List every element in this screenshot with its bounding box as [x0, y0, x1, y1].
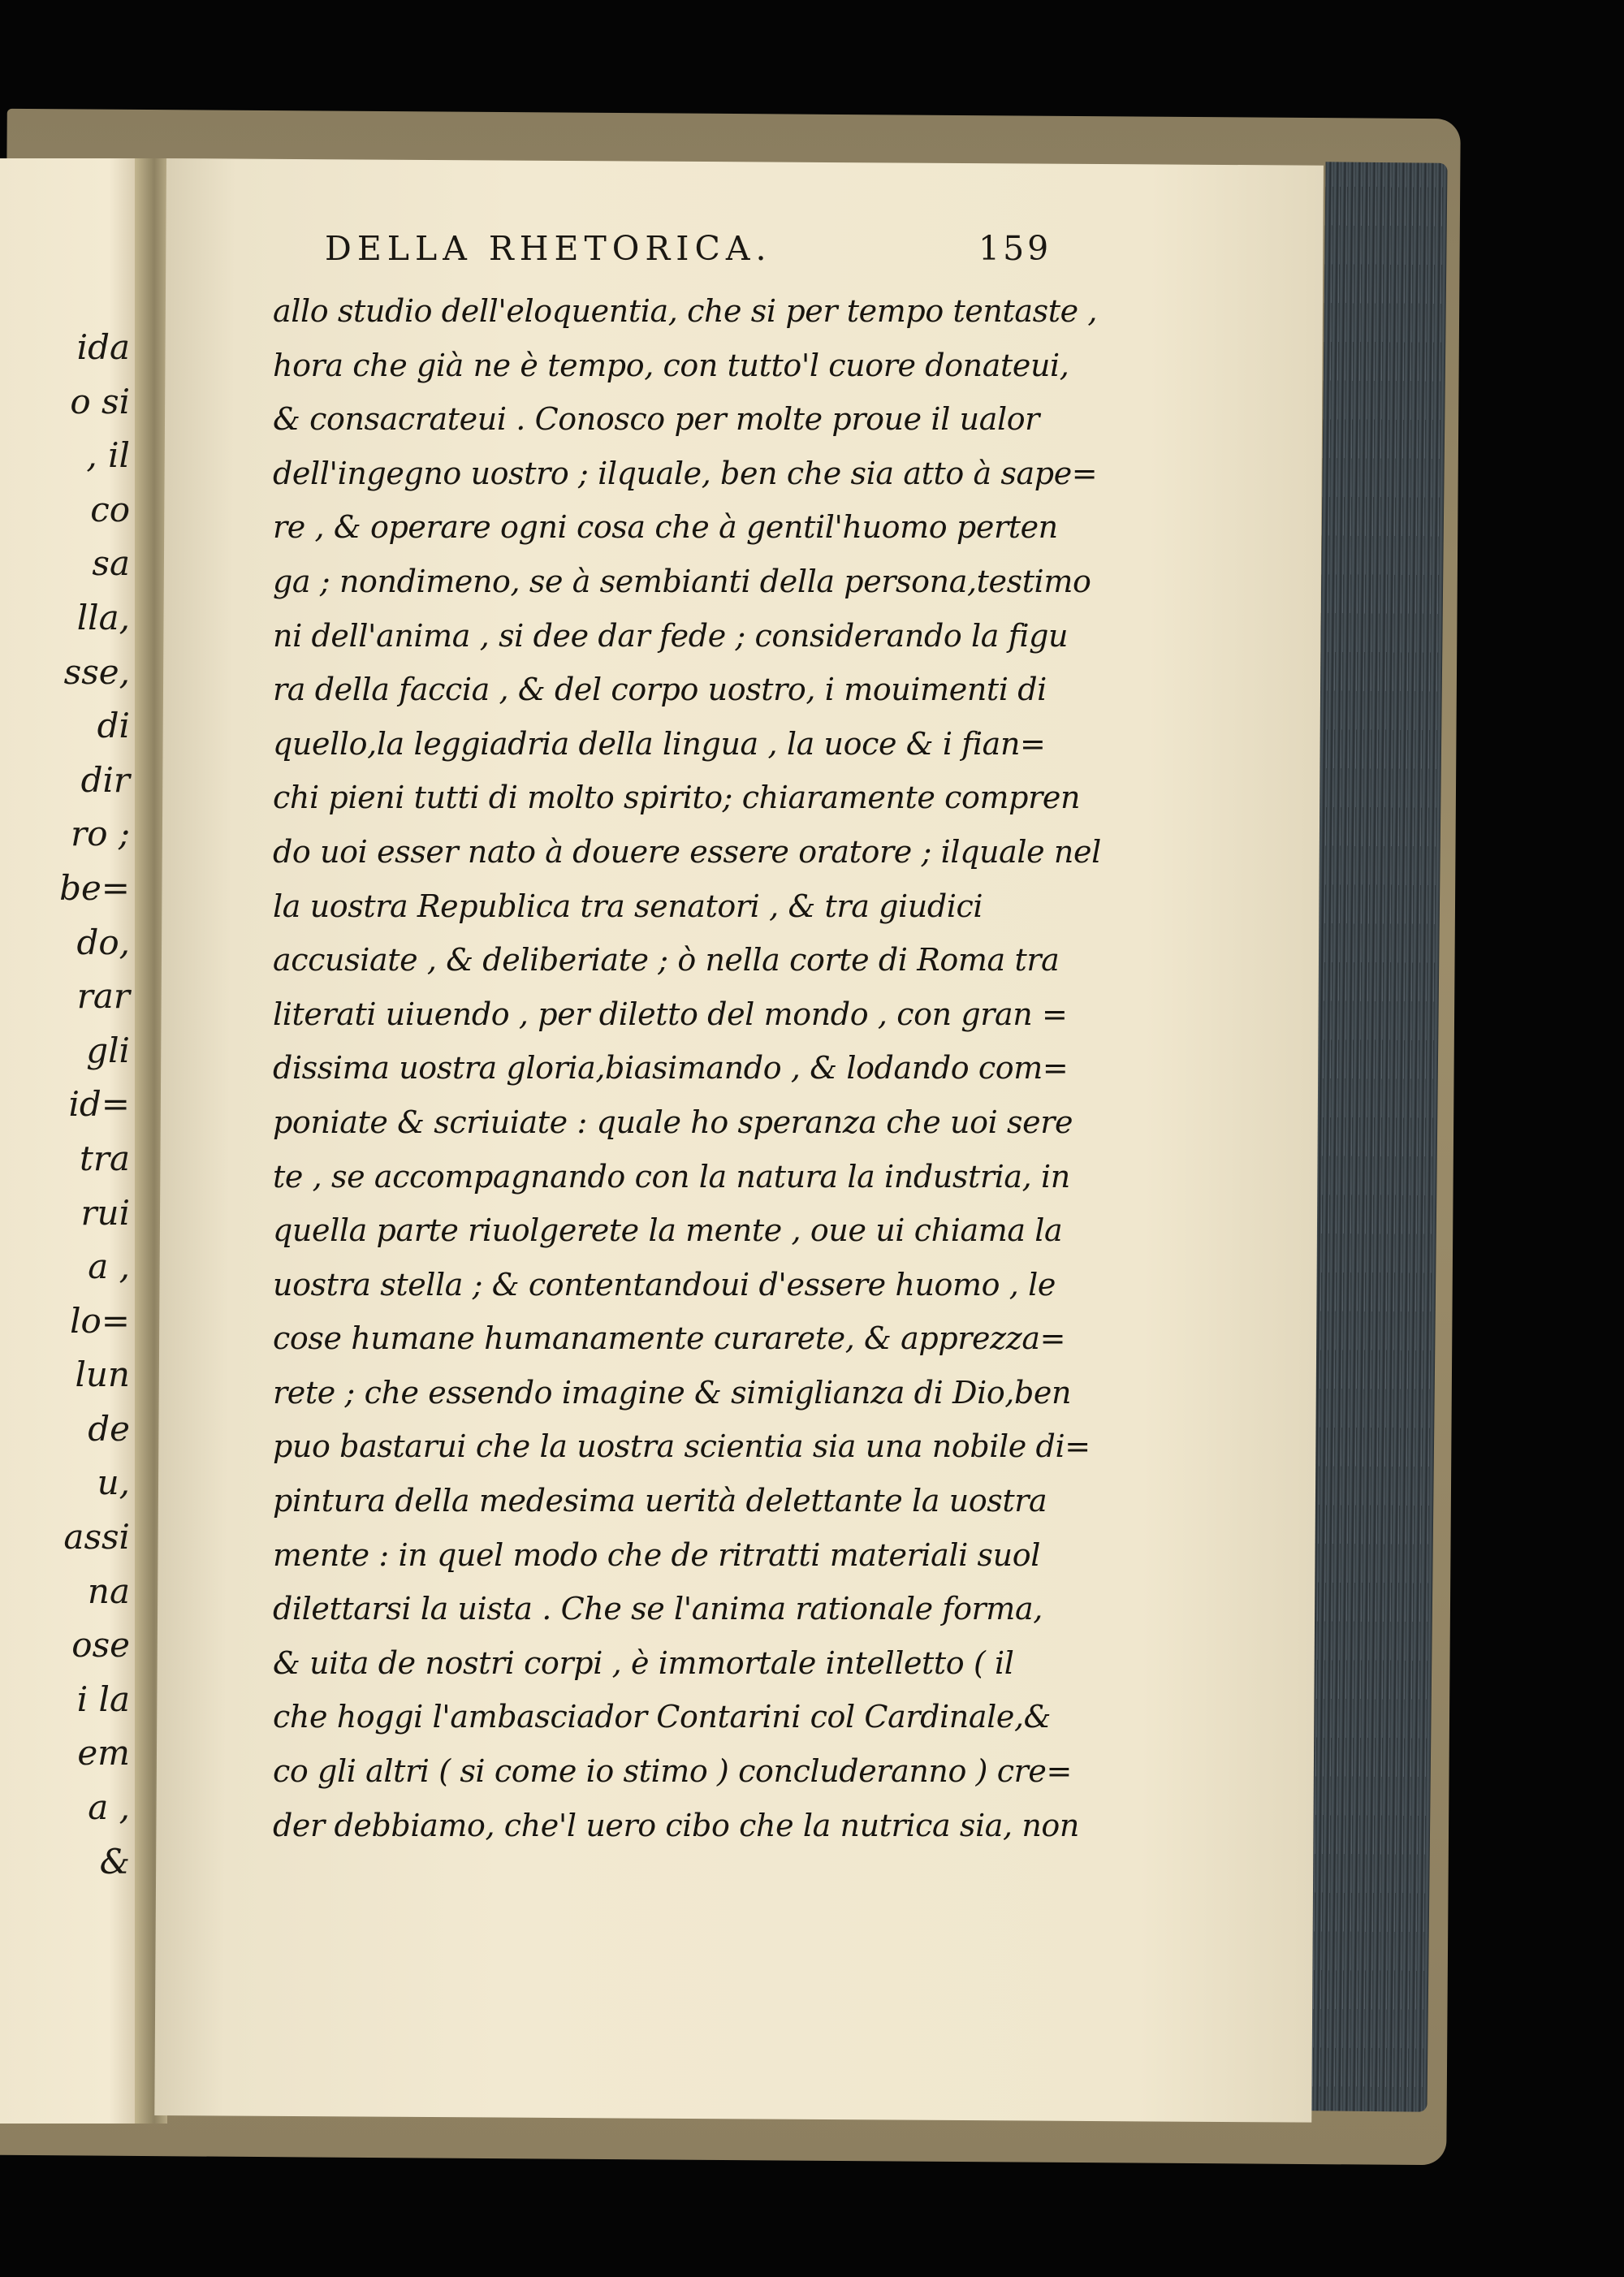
running-head-title: DELLA RHETORICA. [325, 229, 772, 268]
left-page-fragment: & [99, 1841, 130, 1882]
text-line: & uita de nostri corpi , è immortale intelletto ( il [273, 1644, 1014, 1681]
left-page-fragment: sa [92, 543, 130, 584]
text-line: puo bastarui che la uostra scientia sia una nobile di= [273, 1428, 1091, 1465]
text-line: co gli altri ( si come io stimo ) concluderanno ) cre= [273, 1753, 1072, 1790]
left-page-fragment: u, [97, 1463, 130, 1503]
text-line: la uostra Republica tra senatori , & tra giudici [273, 888, 983, 924]
text-line: re , & operare ogni cosa che à gentil'huomo perten [273, 509, 1058, 546]
text-line: quello,la leggiadria della lingua , la uoce & i fian= [273, 725, 1046, 762]
left-page-fragment: do, [76, 922, 130, 962]
text-line: ni dell'anima , si dee dar fede ; considerando la figu [273, 617, 1069, 654]
text-line: ga ; nondimeno, se à sembianti della persona,testimo [273, 563, 1091, 599]
page-edges [1305, 162, 1447, 2111]
text-line: dell'ingegno uostro ; ilquale, ben che sia atto à sape= [273, 455, 1098, 491]
text-line: do uoi esser nato à douere essere oratore ; ilquale nel [273, 833, 1101, 870]
left-page-fragment: na [87, 1571, 130, 1611]
left-page-fragment: rar [76, 976, 130, 1017]
left-page-fragment: lo= [70, 1300, 130, 1341]
left-page-fragment: assi [63, 1517, 130, 1558]
text-line: & consacrateui . Conosco per molte proue il ualor [273, 401, 1039, 438]
text-line: cose humane humanamente curarete, & apprezza= [273, 1320, 1066, 1357]
text-line: ra della faccia , & del corpo uostro, i mouimenti di [273, 672, 1047, 708]
left-page-fragment: em [77, 1733, 130, 1774]
left-page-fragment: o si [70, 381, 130, 421]
text-line: poniate & scriuiate : quale ho speranza che uoi sere [273, 1104, 1073, 1140]
left-page-fragment: rui [80, 1192, 130, 1233]
left-page-fragment: id= [68, 1084, 130, 1125]
left-page-fragment: ose [71, 1625, 130, 1666]
left-page-fragment: di [97, 706, 130, 746]
left-page-fragment: ro ; [71, 814, 130, 854]
text-line: dissima uostra gloria,biasimando , & lodando com= [273, 1050, 1069, 1087]
left-page-text [0, 321, 130, 1889]
left-page-fragment: lun [75, 1355, 130, 1395]
text-line: dilettarsi la uista . Che se l'anima rationale forma, [273, 1591, 1043, 1627]
left-page-fragment: co [90, 489, 130, 529]
left-page-fragment: i la [76, 1679, 130, 1719]
text-line: uostra stella ; & contentandoui d'essere huomo , le [273, 1266, 1056, 1303]
text-line: che hoggi l'ambasciador Contarini col Cardinale,& [273, 1699, 1052, 1735]
running-head [325, 229, 1056, 278]
text-line: allo studio dell'eloquentia, che si per tempo tentaste , [273, 293, 1098, 329]
left-page-fragment: , il [86, 435, 130, 476]
left-page-fragment: tra [80, 1138, 130, 1178]
page-number: 159 [978, 229, 1052, 268]
left-page-fragment: gli [86, 1030, 130, 1070]
text-line: quella parte riuolgerete la mente , oue ui chiama la [273, 1212, 1063, 1249]
left-page-fragment: be= [59, 867, 130, 908]
left-page-fragment: a , [88, 1787, 130, 1828]
left-page-fragment: lla, [76, 597, 130, 637]
left-page-fragment: de [88, 1408, 130, 1449]
text-line: pintura della medesima uerità delettante la uostra [273, 1483, 1047, 1519]
text-line: der debbiamo, che'l uero cibo che la nutrica sia, non [273, 1807, 1079, 1843]
text-line: accusiate , & deliberiate ; ò nella corte di Roma tra [273, 942, 1060, 979]
text-line: hora che già ne è tempo, con tutto'l cuore donateui, [273, 347, 1069, 383]
left-page-fragment: a , [88, 1247, 130, 1287]
text-line: chi pieni tutti di molto spirito; chiaramente compren [273, 780, 1081, 816]
left-page-fragment: sse, [63, 651, 130, 692]
body-text [273, 284, 1129, 1852]
text-line: mente : in quel modo che de ritratti materiali suol [273, 1536, 1040, 1573]
left-page-fragment: ida [76, 327, 130, 367]
left-page-fragment: dir [80, 759, 130, 800]
text-line: literati uiuendo , per diletto del mondo , con gran = [273, 996, 1068, 1032]
text-line: rete ; che essendo imagine & simiglianza di Dio,ben [273, 1374, 1072, 1411]
text-line: te , se accompagnando con la natura la industria, in [273, 1158, 1070, 1195]
